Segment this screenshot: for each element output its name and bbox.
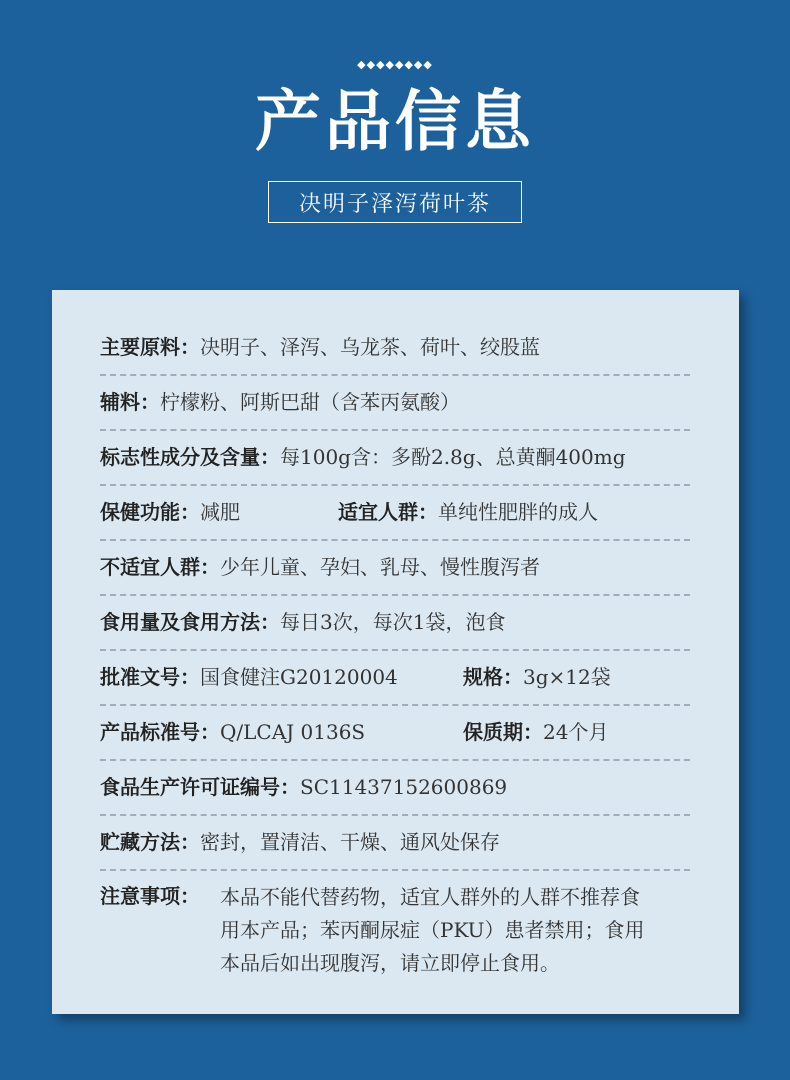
storage-row [100,827,690,857]
notice-text [220,881,690,980]
notice-label: 注意事项： [100,884,200,908]
dosage-value: 每日3次，每次1袋，泡食 [280,610,506,634]
page-title: 产品信息 [255,82,535,160]
dosage-row [100,607,690,637]
shelf-life-label: 保质期： [463,720,543,744]
unsuitable-people-label: 不适宜人群： [100,555,220,579]
spec-label: 规格： [463,665,523,689]
divider [100,484,690,486]
license-row [100,772,690,802]
standard-row [100,717,690,747]
notice-line: 本品后如出现腹泻，请立即停止食用。 [220,951,560,975]
product-name: 决明子泽泻荷叶茶 [298,191,491,217]
notice-row [100,881,690,991]
dosage-label: 食用量及食用方法： [100,610,280,634]
excipients-row [100,387,690,417]
approval-row [100,662,690,692]
excipients-value: 柠檬粉、阿斯巴甜（含苯丙氨酸） [160,390,460,414]
storage-value: 密封，置清洁、干燥、通风处保存 [200,830,500,854]
divider [100,374,690,376]
spec-cell [463,662,611,692]
main-ingredients-value: 决明子、泽泻、乌龙茶、荷叶、绞股蓝 [200,335,540,359]
marker-content-label: 标志性成分及含量： [100,445,280,469]
unsuitable-people-value: 少年儿童、孕妇、乳母、慢性腹泻者 [220,555,540,579]
approval-no-value: 国食健注G20120004 [200,665,398,689]
divider [100,704,690,706]
divider [100,759,690,761]
divider [100,649,690,651]
suitable-people-value: 单纯性肥胖的成人 [438,500,598,524]
spec-value: 3g×12袋 [523,665,611,689]
standard-no-label: 产品标准号： [100,720,220,744]
approval-no-label: 批准文号： [100,665,200,689]
divider [100,594,690,596]
divider [100,539,690,541]
excipients-label: 辅料： [100,390,160,414]
function-row [100,497,690,527]
marker-content-row [100,442,690,472]
main-ingredients-label: 主要原料： [100,335,200,359]
unsuitable-people-row [100,552,690,582]
notice-line: 用本产品；苯丙酮尿症（PKU）患者禁用；食用 [220,918,645,942]
standard-no-value: Q/LCAJ 0136S [220,720,366,744]
divider [100,429,690,431]
divider [100,814,690,816]
main-ingredients-row [100,332,690,362]
shelf-life-value: 24个月 [543,720,609,744]
decorative-diamonds: ◆◆◆◆◆◆◆◆ [357,58,433,71]
storage-label: 贮藏方法： [100,830,200,854]
license-no-label: 食品生产许可证编号： [100,775,300,799]
health-function-label: 保健功能： [100,500,200,524]
info-card [52,290,739,1014]
suitable-people-label: 适宜人群： [338,500,438,524]
shelf-life-cell [463,717,608,747]
notice-line: 本品不能代替药物，适宜人群外的人群不推荐食 [220,885,640,909]
marker-content-value: 每100g含：多酚2.8g、总黄酮400mg [280,445,626,469]
license-no-value: SC11437152600869 [300,775,508,799]
divider [100,869,690,871]
suitable-people-cell [338,497,598,527]
health-function-value: 减肥 [200,500,240,524]
product-name-box [268,181,522,223]
